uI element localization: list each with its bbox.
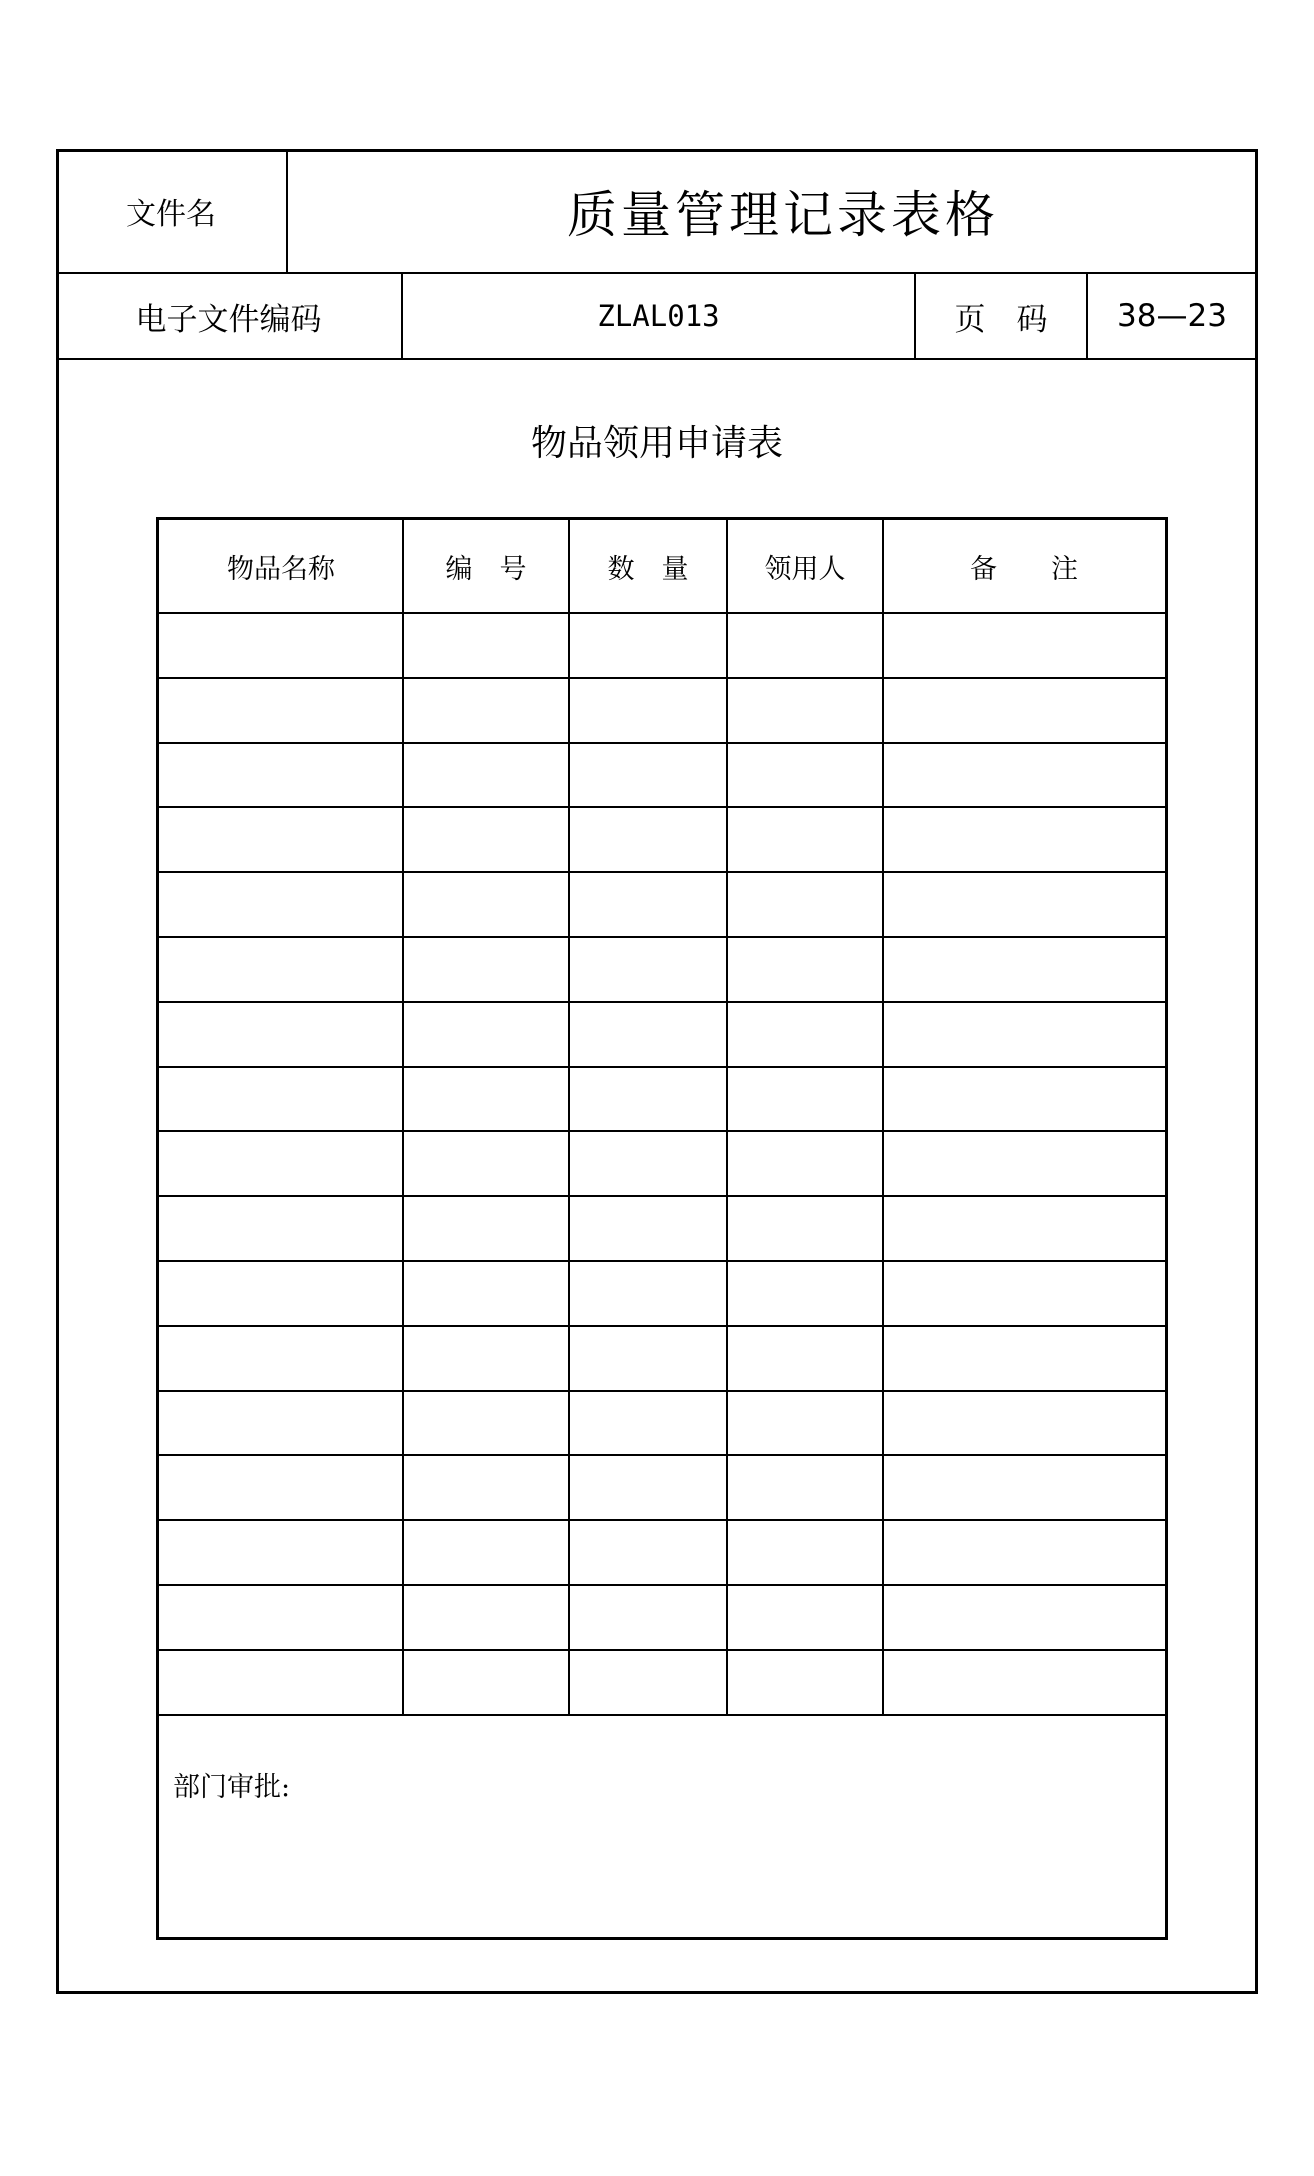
table-cell[interactable]	[569, 1391, 727, 1456]
table-cell[interactable]	[403, 807, 569, 872]
table-cell[interactable]	[159, 613, 403, 678]
table-cell[interactable]	[883, 937, 1165, 1002]
table-cell[interactable]	[727, 872, 883, 937]
table-cell[interactable]	[727, 1455, 883, 1520]
table-cell[interactable]	[569, 937, 727, 1002]
table-cell[interactable]	[727, 937, 883, 1002]
column-header: 领用人	[764, 554, 846, 585]
table-cell[interactable]	[727, 1520, 883, 1585]
table-cell[interactable]	[727, 1067, 883, 1132]
table-cell[interactable]	[403, 937, 569, 1002]
table-cell[interactable]	[569, 1650, 727, 1715]
table-cell[interactable]	[403, 1196, 569, 1261]
table-cell[interactable]	[159, 1520, 403, 1585]
table-cell[interactable]	[403, 1650, 569, 1715]
table-cell[interactable]	[727, 1326, 883, 1391]
table-cell[interactable]	[403, 678, 569, 743]
page-number-value: 38—23	[1117, 298, 1227, 334]
table-cell[interactable]	[883, 1002, 1165, 1067]
table-cell[interactable]	[159, 1067, 403, 1132]
table-cell[interactable]	[159, 1261, 403, 1326]
table-cell[interactable]	[569, 1585, 727, 1650]
column-header: 编 号	[445, 554, 527, 585]
table-cell[interactable]	[727, 1002, 883, 1067]
table-cell[interactable]	[727, 1650, 883, 1715]
table-cell[interactable]	[159, 937, 403, 1002]
table-cell[interactable]	[883, 1455, 1165, 1520]
table-cell[interactable]	[883, 743, 1165, 808]
table-cell[interactable]	[883, 1585, 1165, 1650]
table-cell[interactable]	[403, 1326, 569, 1391]
table-cell[interactable]	[883, 1067, 1165, 1132]
table-cell[interactable]	[403, 872, 569, 937]
form-title: 物品领用申请表	[530, 422, 783, 464]
table-cell[interactable]	[883, 678, 1165, 743]
table-cell[interactable]	[883, 613, 1165, 678]
table-cell[interactable]	[159, 1455, 403, 1520]
table-cell[interactable]	[159, 1585, 403, 1650]
table-cell[interactable]	[159, 1326, 403, 1391]
table-cell[interactable]	[403, 1067, 569, 1132]
table-cell[interactable]	[569, 1455, 727, 1520]
table-cell[interactable]	[883, 807, 1165, 872]
file-name-label: 文件名	[126, 196, 216, 232]
table-cell[interactable]	[727, 678, 883, 743]
table-cell[interactable]	[403, 1520, 569, 1585]
table-cell[interactable]	[569, 872, 727, 937]
table-cell[interactable]	[727, 1261, 883, 1326]
table-cell[interactable]	[569, 807, 727, 872]
table-cell[interactable]	[883, 872, 1165, 937]
table-cell[interactable]	[403, 1585, 569, 1650]
table-cell[interactable]	[727, 807, 883, 872]
table-cell[interactable]	[569, 1067, 727, 1132]
table-cell[interactable]	[403, 743, 569, 808]
table-cell[interactable]	[159, 678, 403, 743]
table-cell[interactable]	[883, 1391, 1165, 1456]
table-cell[interactable]	[883, 1261, 1165, 1326]
table-cell[interactable]	[883, 1650, 1165, 1715]
table-cell[interactable]	[883, 1196, 1165, 1261]
table-cell[interactable]	[159, 1131, 403, 1196]
table-cell[interactable]	[727, 743, 883, 808]
table-cell[interactable]	[883, 1131, 1165, 1196]
header-divider-2	[56, 358, 1258, 360]
table-cell[interactable]	[159, 1650, 403, 1715]
electronic-code-label: 电子文件编码	[135, 301, 322, 338]
column-header: 物品名称	[227, 554, 335, 585]
table-cell[interactable]	[403, 613, 569, 678]
table-cell[interactable]	[727, 1131, 883, 1196]
table-cell[interactable]	[159, 1391, 403, 1456]
table-cell[interactable]	[569, 1196, 727, 1261]
table-cell[interactable]	[727, 1391, 883, 1456]
table-cell[interactable]	[569, 1326, 727, 1391]
department-approval-label: 部门审批:	[173, 1771, 291, 1803]
table-cell[interactable]	[883, 1520, 1165, 1585]
table-cell[interactable]	[569, 613, 727, 678]
table-cell[interactable]	[403, 1131, 569, 1196]
table-cell[interactable]	[569, 1520, 727, 1585]
table-cell[interactable]	[569, 1131, 727, 1196]
table-cell[interactable]	[159, 872, 403, 937]
column-header: 备 注	[970, 554, 1078, 585]
table-cell[interactable]	[403, 1002, 569, 1067]
table-cell[interactable]	[727, 1196, 883, 1261]
table-cell[interactable]	[569, 678, 727, 743]
table-cell[interactable]	[159, 1196, 403, 1261]
table-cell[interactable]	[883, 1326, 1165, 1391]
table-cell[interactable]	[403, 1455, 569, 1520]
table-cell[interactable]	[569, 743, 727, 808]
page-label: 页 码	[954, 301, 1048, 338]
table-cell[interactable]	[159, 1002, 403, 1067]
request-table	[156, 517, 1168, 1940]
table-cell[interactable]	[159, 743, 403, 808]
table-cell[interactable]	[569, 1002, 727, 1067]
document-title: 质量管理记录表格	[567, 185, 999, 244]
table-cell[interactable]	[569, 1261, 727, 1326]
table-cell[interactable]	[727, 1585, 883, 1650]
table-cell[interactable]	[159, 807, 403, 872]
column-header: 数 量	[607, 554, 689, 585]
table-cell[interactable]	[403, 1261, 569, 1326]
table-cell[interactable]	[727, 613, 883, 678]
table-cell[interactable]	[403, 1391, 569, 1456]
electronic-code-value: ZLAL013	[597, 299, 720, 333]
